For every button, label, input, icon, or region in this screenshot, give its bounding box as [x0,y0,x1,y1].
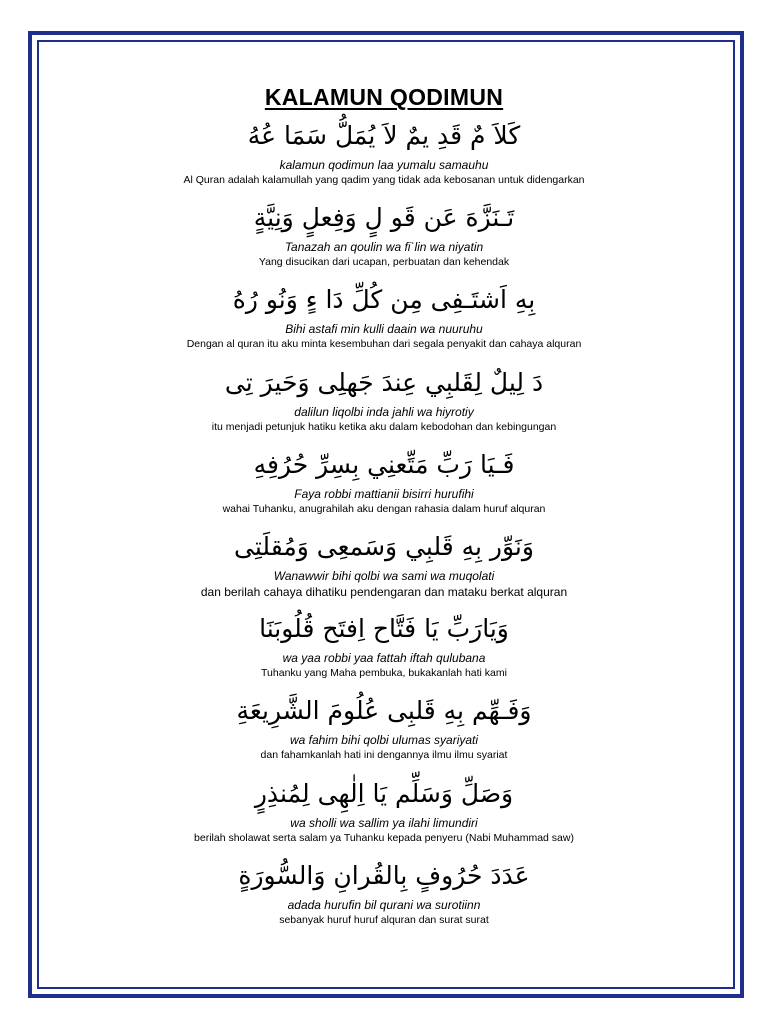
verse-list [40,118,728,940]
verse-arabic: وَنَوِّر بِهِ قَلبِي وَسَمعِى وَمُقلَتِى [234,531,534,561]
verse-transliteration: dalilun liqolbi inda jahli wa hiyrotiy [294,404,474,419]
verse-5 [40,447,728,529]
verse-transliteration: Wanawwir bihi qolbi wa sami wa muqolati [273,568,495,583]
verse-meaning: itu menjadi petunjuk hatiku ketika aku dalam kebodohan dan kebingungan [211,420,557,433]
verse-arabic: وَصَلِّ وَسَلِّم يَا اِلٰهِى لِمُنذِرٍ [254,778,514,808]
verse-3 [40,282,728,364]
verse-transliteration: wa fahim bihi qolbi ulumas syariyati [289,733,479,748]
verse-meaning: Al Quran adalah kalamullah yang qadim yang tidak ada kebosanan untuk didengarkan [183,174,585,186]
verse-arabic: دَ لِيلٌ لِقَلبِي عِندَ جَهلِى وَحَيرَ تِى [224,367,544,397]
verse-arabic: بِهِ اَشتَـفِى مِن كُلِّ دَا ءٍ وَنُو رُهُ [232,285,536,315]
verse-transliteration: kalamun qodimun laa yumalu samauhu [279,158,489,172]
verse-arabic: وَيَارَبِّ يَا فَتَّاح اِفتَح قُلُوبَنَا [259,614,509,644]
verse-transliteration: Tanazah an qoulin wa fi`lin wa niyatin [284,240,484,255]
verse-9 [40,776,728,858]
verse-arabic: وَفَـهِّم بِهِ قَلبِى عُلُومَ الشَّرِيعَةِ [236,696,532,726]
verse-transliteration: adada hurufin bil qurani wa surotiinn [287,897,481,912]
verse-2 [40,200,728,282]
verse-4 [40,365,728,447]
verse-transliteration: wa yaa robbi yaa fattah iftah qulubana [282,651,486,666]
verse-arabic: كَلاَ مٌ قَدِ يمٌ لاَ يُمَلُّ سَمَا عُهُ [247,121,521,150]
verse-10 [40,858,728,940]
verse-meaning: sebanyak huruf huruf alquran dan surat surat [279,913,489,926]
verse-arabic: فَـيَا رَبِّ مَتِّعنِي بِسِرِّ حُرُفِهِ [253,449,515,479]
verse-7 [40,611,728,693]
verse-transliteration: wa sholli wa sallim ya ilahi limundiri [290,815,478,830]
verse-transliteration: Faya robbi mattianii bisirri hurufihi [294,486,474,501]
verse-arabic: عَدَدَ حُرُوفٍ بِالقُرانِ وَالسُّورَةٍ [238,860,530,890]
verse-meaning: Yang disucikan dari ucapan, perbuatan dan kehendak [258,256,510,269]
document-body [40,40,728,940]
verse-meaning: berilah sholawat serta salam ya Tuhanku kepada penyeru (Nabi Muhammad saw) [194,831,574,844]
verse-meaning: Tuhanku yang Maha pembuka, bukakanlah hati kami [261,667,507,680]
verse-meaning: dan berilah cahaya dihatiku pendengaran dan mataku berkat alquran [200,584,568,599]
verse-arabic: تَـنَزَّهَ عَن قَو لٍ وَفِعلٍ وَنِيَّةٍ [253,203,515,233]
document-title: KALAMUN QODIMUN [264,84,504,110]
verse-transliteration: Bihi astafi min kulli daain wa nuuruhu [285,322,483,337]
verse-1 [40,118,728,200]
verse-meaning: Dengan al quran itu aku minta kesembuhan dari segala penyakit dan cahaya alquran [186,338,582,351]
verse-6 [40,529,728,611]
verse-meaning: wahai Tuhanku, anugrahilah aku dengan rahasia dalam huruf alquran [222,502,546,515]
verse-8 [40,693,728,775]
verse-meaning: dan fahamkanlah hati ini dengannya ilmu ilmu syariat [260,749,508,762]
